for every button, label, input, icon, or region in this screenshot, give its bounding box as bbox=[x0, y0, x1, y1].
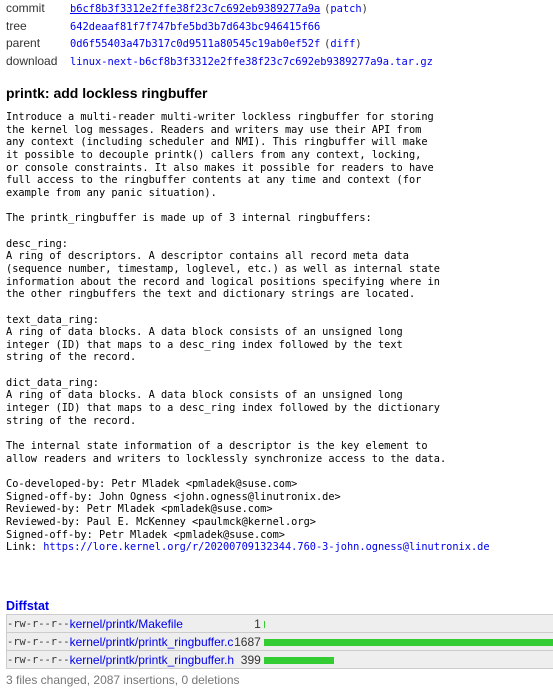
file-mode: -rw-r--r-- bbox=[7, 651, 70, 669]
diffstat-row bbox=[7, 615, 553, 633]
change-count: 399 bbox=[234, 651, 264, 669]
parent-label: parent bbox=[6, 36, 41, 50]
diffstat-header[interactable]: Diffstat bbox=[6, 599, 50, 613]
file-link[interactable]: kernel/printk/printk_ringbuffer.h bbox=[69, 652, 235, 667]
diff-paren: (diff) bbox=[324, 38, 362, 50]
parent-row bbox=[6, 35, 433, 53]
change-graph bbox=[264, 651, 553, 669]
commit-info-table bbox=[6, 0, 433, 70]
diffstat-table bbox=[6, 614, 553, 669]
insertion-bar bbox=[264, 657, 334, 664]
commit-row bbox=[6, 0, 433, 18]
diffstat-summary: 3 files changed, 2087 insertions, 0 deletions bbox=[6, 673, 240, 687]
change-count: 1 bbox=[234, 615, 264, 633]
link-prefix: Link: bbox=[6, 541, 44, 554]
diffstat-row bbox=[7, 651, 553, 669]
tree-hash-link[interactable]: 642deaaf81f7f747bfe5bd3b7d643bc946415f66 bbox=[70, 20, 321, 33]
commit-message bbox=[6, 111, 490, 554]
patch-link[interactable]: patch bbox=[330, 3, 362, 15]
diffstat-row bbox=[7, 633, 553, 651]
tree-label: tree bbox=[6, 18, 27, 33]
parent-hash-link[interactable]: 0d6f55403a47b317c0d9511a80545c19ab0ef52f bbox=[70, 38, 321, 50]
file-mode: -rw-r--r-- bbox=[7, 633, 70, 651]
commit-subject: printk: add lockless ringbuffer bbox=[6, 85, 208, 101]
file-link[interactable]: kernel/printk/Makefile bbox=[69, 616, 183, 631]
commit-label: commit bbox=[6, 1, 45, 15]
download-row bbox=[6, 53, 433, 71]
change-count: 1687 bbox=[234, 633, 264, 651]
change-graph bbox=[264, 615, 553, 633]
insertion-bar bbox=[264, 621, 265, 628]
change-graph bbox=[264, 633, 553, 651]
commit-message-body: Introduce a multi-reader multi-writer lockless ringbuffer for storing the kernel log messages. Readers and writers may use their API from any context (including scheduler and NMI). This ringbuffer will make it possible to decouple printk() callers from any context, locking, or console constraints. It also makes it possible for readers to have full access to the ringbuffer contents at any time and context (for example from any panic situation). The printk_ringbuffer is made up of 3 internal ringbuffers: desc_ring: A ring of descriptors. A descriptor contains all record meta data (sequence number, timestamp, loglevel, etc.) as well as internal state information about the record and logical positions specifying where in the other ringbuffers the text and dictionary strings are located. text_data_ring: A ring of data blocks. A data block consists of an unsigned long integer (ID) that maps to a desc_ring index followed by the text string of the record. dict_data_ring: A ring of data blocks. A data block consists of an unsigned long integer (ID) that maps to a desc_ring index followed by the dictionary string of the record. The internal state information of a descriptor is the key element to allow readers and writers to locklessly synchronize access to the data. Co-developed-by: Petr Mladek <pmladek@suse.com> Signed-off-by: John Ogness <john.ogness@linutronix.de> Reviewed-by: Petr Mladek <pmladek@suse.com> Reviewed-by: Paul E. McKenney <paulmck@kernel.org> Signed-off-by: Petr Mladek <pmladek@suse.com> bbox=[6, 111, 447, 541]
download-link[interactable]: linux-next-b6cf8b3f3312e2ffe38f23c7c692eb9389277a9a.tar.gz bbox=[70, 55, 433, 68]
file-mode: -rw-r--r-- bbox=[7, 615, 70, 633]
tree-row bbox=[6, 18, 433, 36]
download-label: download bbox=[6, 53, 58, 68]
file-link[interactable]: kernel/printk/printk_ringbuffer.c bbox=[69, 634, 234, 649]
commit-hash-link[interactable]: b6cf8b3f3312e2ffe38f23c7c692eb9389277a9a bbox=[70, 3, 321, 15]
lore-link[interactable]: https://lore.kernel.org/r/20200709132344.760-3-john.ogness@linutronix.de bbox=[43, 541, 490, 554]
patch-paren: (patch) bbox=[324, 3, 368, 15]
diff-link[interactable]: diff bbox=[330, 38, 356, 50]
insertion-bar bbox=[264, 639, 553, 646]
